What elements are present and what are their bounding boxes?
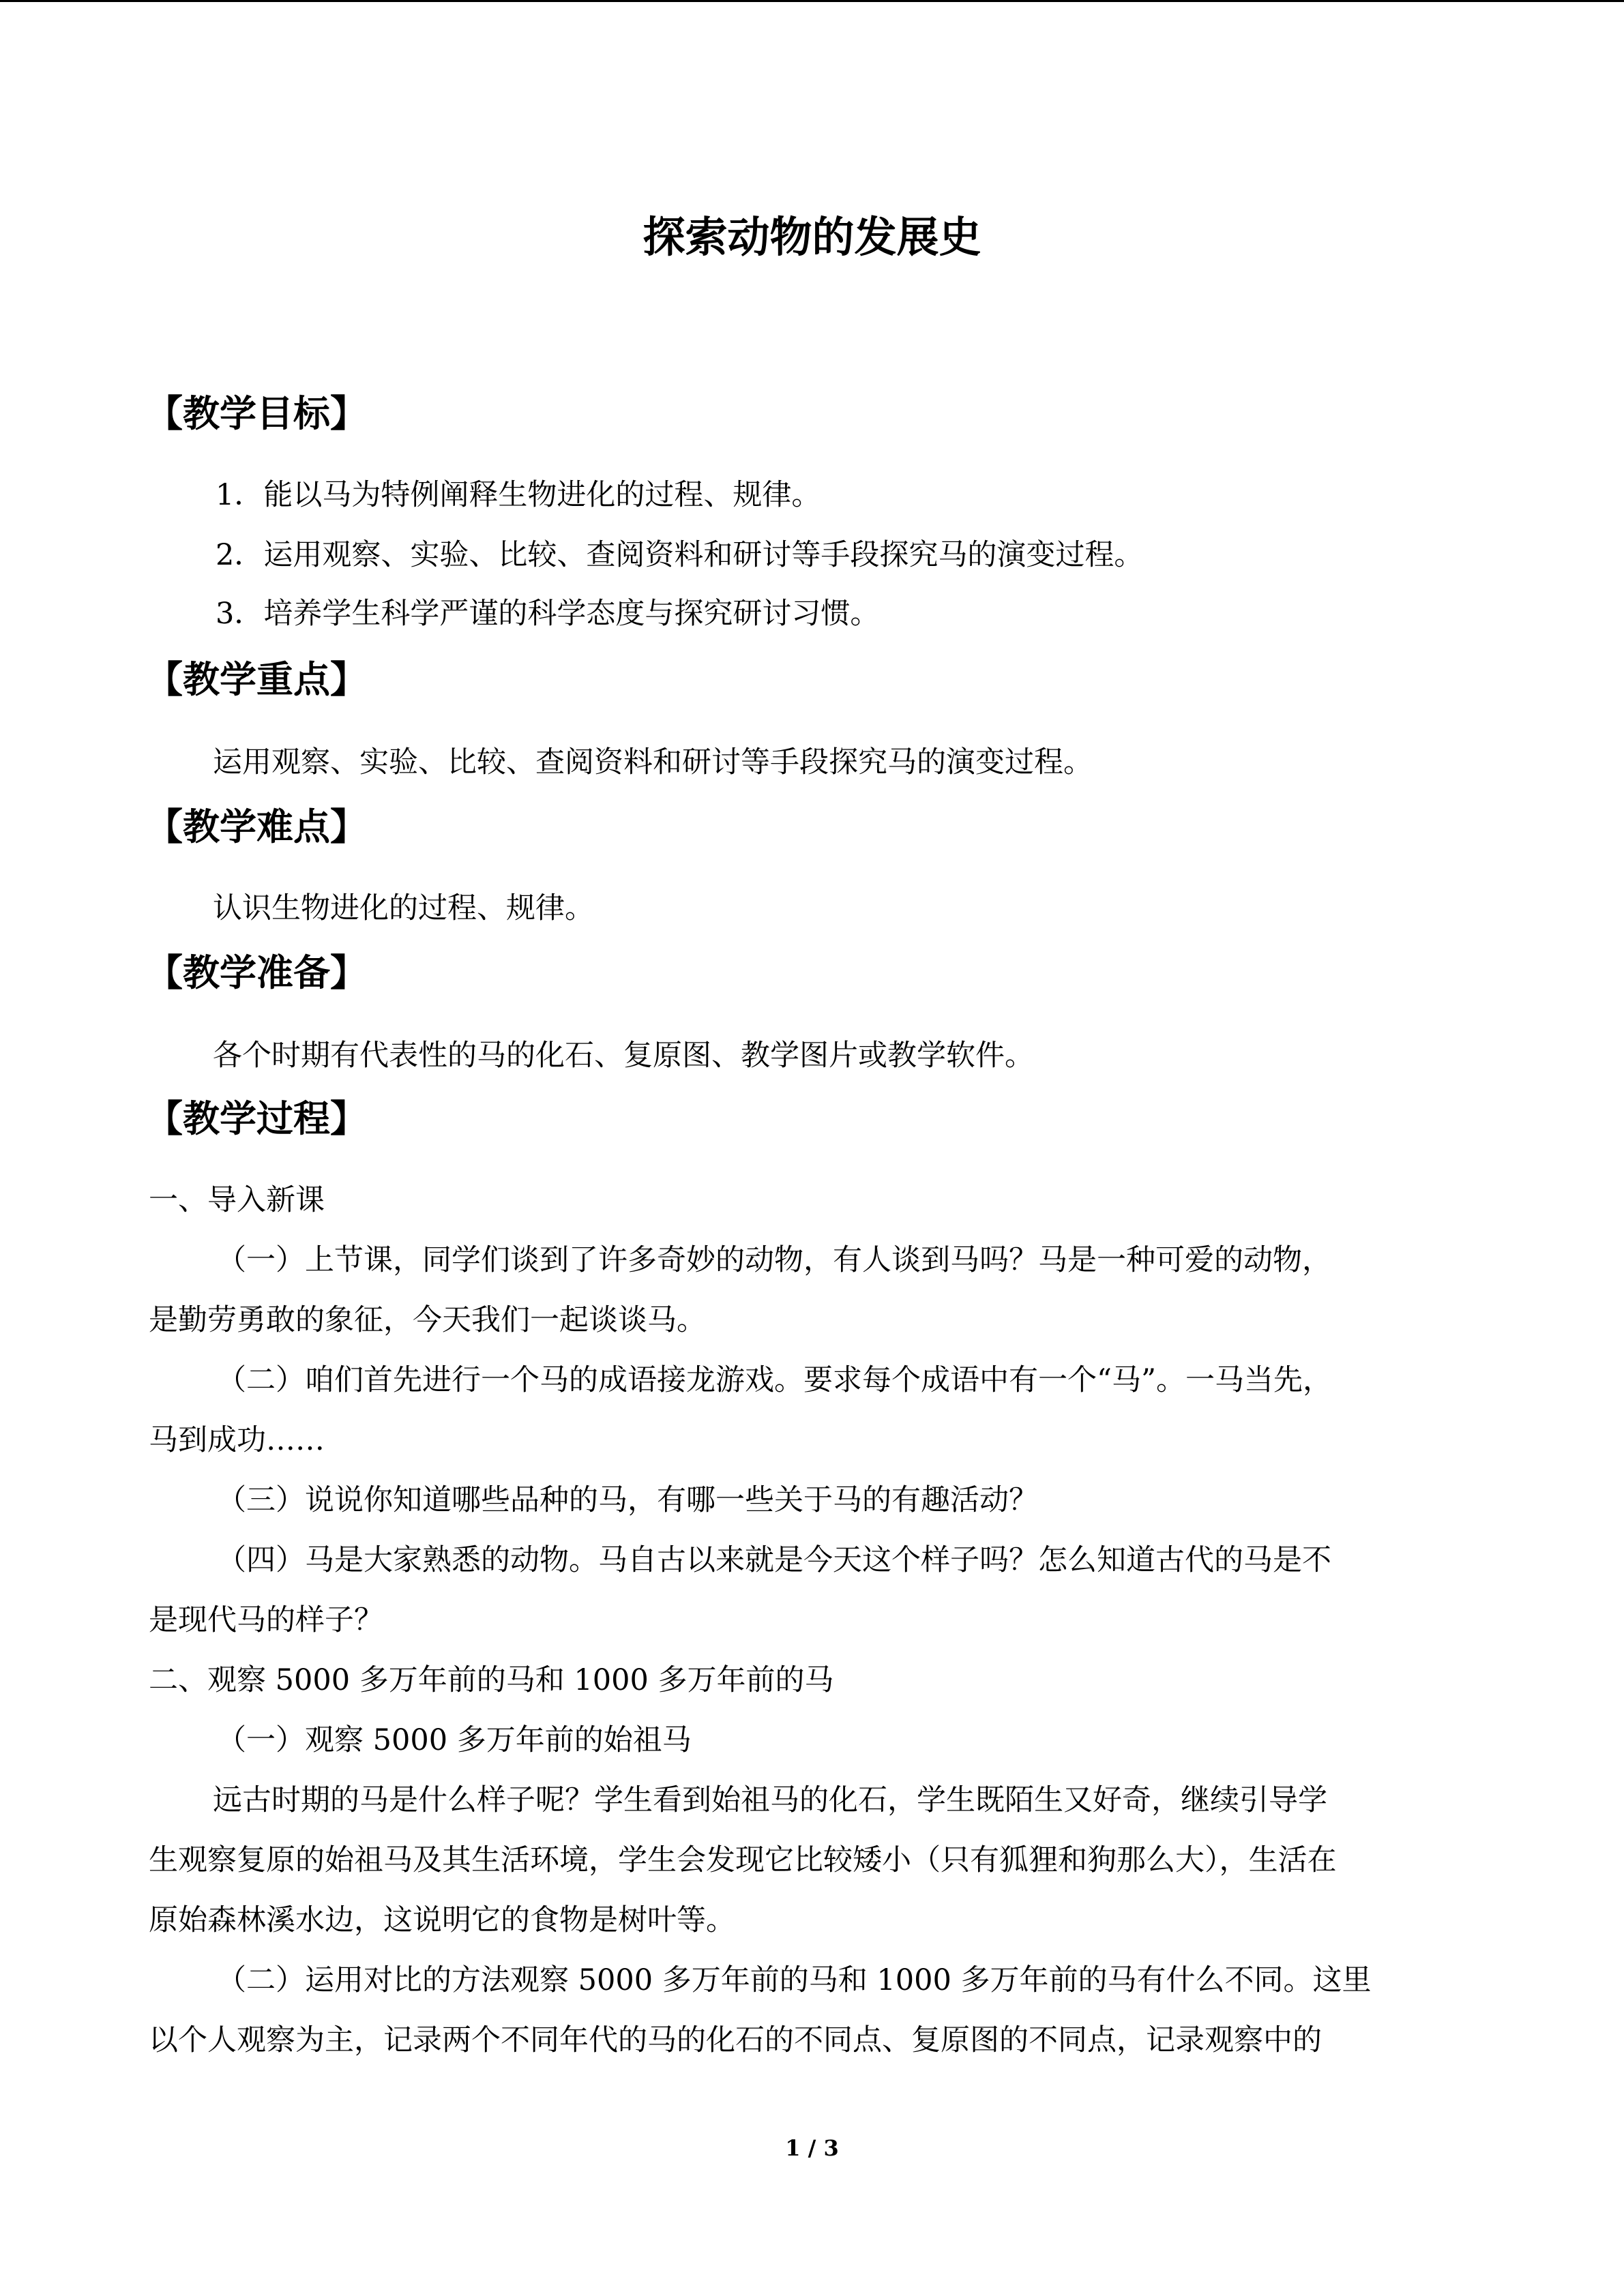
process-p5-line1: 远古时期的马是什么样子呢？学生看到始祖马的化石，学生既陌生又好奇，继续引导学 <box>213 1783 1327 1817</box>
process-p3: （三）说说你知道哪些品种的马，有哪一些关于马的有趣活动？ <box>217 1483 1038 1517</box>
process-p4-line2: 是现代马的样子？ <box>149 1603 383 1637</box>
key-points-text: 运用观察、实验、比较、查阅资料和研讨等手段探究马的演变过程。 <box>213 745 1093 779</box>
process-p5-line3: 原始森林溪水边，这说明它的食物是树叶等。 <box>149 1903 735 1937</box>
document-title: 探索动物的发展史 <box>643 212 981 262</box>
page-number: 1 / 3 <box>785 2135 839 2161</box>
process-p4-line1: （四）马是大家熟悉的动物。马自古以来就是今天这个样子吗？怎么知道古代的马是不 <box>217 1543 1331 1577</box>
process-p1-line2: 是勤劳勇敢的象征，今天我们一起谈谈马。 <box>149 1303 706 1337</box>
process-part2-title: 二、观察 5000 多万年前的马和 1000 多万年前的马 <box>149 1663 834 1697</box>
process-p6-line2: 以个人观察为主，记录两个不同年代的马的化石的不同点、复原图的不同点，记录观察中的 <box>149 2023 1322 2057</box>
heading-difficulties: 【教学难点】 <box>146 805 367 848</box>
heading-process: 【教学过程】 <box>146 1097 367 1140</box>
heading-key-points: 【教学重点】 <box>146 658 367 701</box>
process-p2-line2: 马到成功…… <box>149 1423 325 1457</box>
process-sub1: （一）观察 5000 多万年前的始祖马 <box>217 1723 692 1757</box>
process-p6-line1: （二）运用对比的方法观察 5000 多万年前的马和 1000 多万年前的马有什么不同。这里 <box>217 1963 1372 1997</box>
difficulties-text: 认识生物进化的过程、规律。 <box>213 891 594 925</box>
objective-item-1: 1．能以马为特例阐释生物进化的过程、规律。 <box>216 478 821 512</box>
process-p1-line1: （一）上节课，同学们谈到了许多奇妙的动物，有人谈到马吗？马是一种可爱的动物， <box>217 1243 1331 1277</box>
process-p5-line2: 生观察复原的始祖马及其生活环境，学生会发现它比较矮小（只有狐狸和狗那么大），生活在 <box>149 1843 1337 1877</box>
heading-objectives: 【教学目标】 <box>146 392 367 435</box>
process-p2-line1: （二）咱们首先进行一个马的成语接龙游戏。要求每个成语中有一个“马”。一马当先， <box>217 1363 1332 1397</box>
top-border <box>0 0 1624 2</box>
objective-item-2: 2．运用观察、实验、比较、查阅资料和研讨等手段探究马的演变过程。 <box>216 538 1144 572</box>
preparation-text: 各个时期有代表性的马的化石、复原图、教学图片或教学软件。 <box>213 1039 1034 1073</box>
objective-item-3: 3．培养学生科学严谨的科学态度与探究研讨习惯。 <box>216 597 880 631</box>
heading-preparation: 【教学准备】 <box>146 951 367 994</box>
process-part1-title: 一、导入新课 <box>149 1183 325 1217</box>
